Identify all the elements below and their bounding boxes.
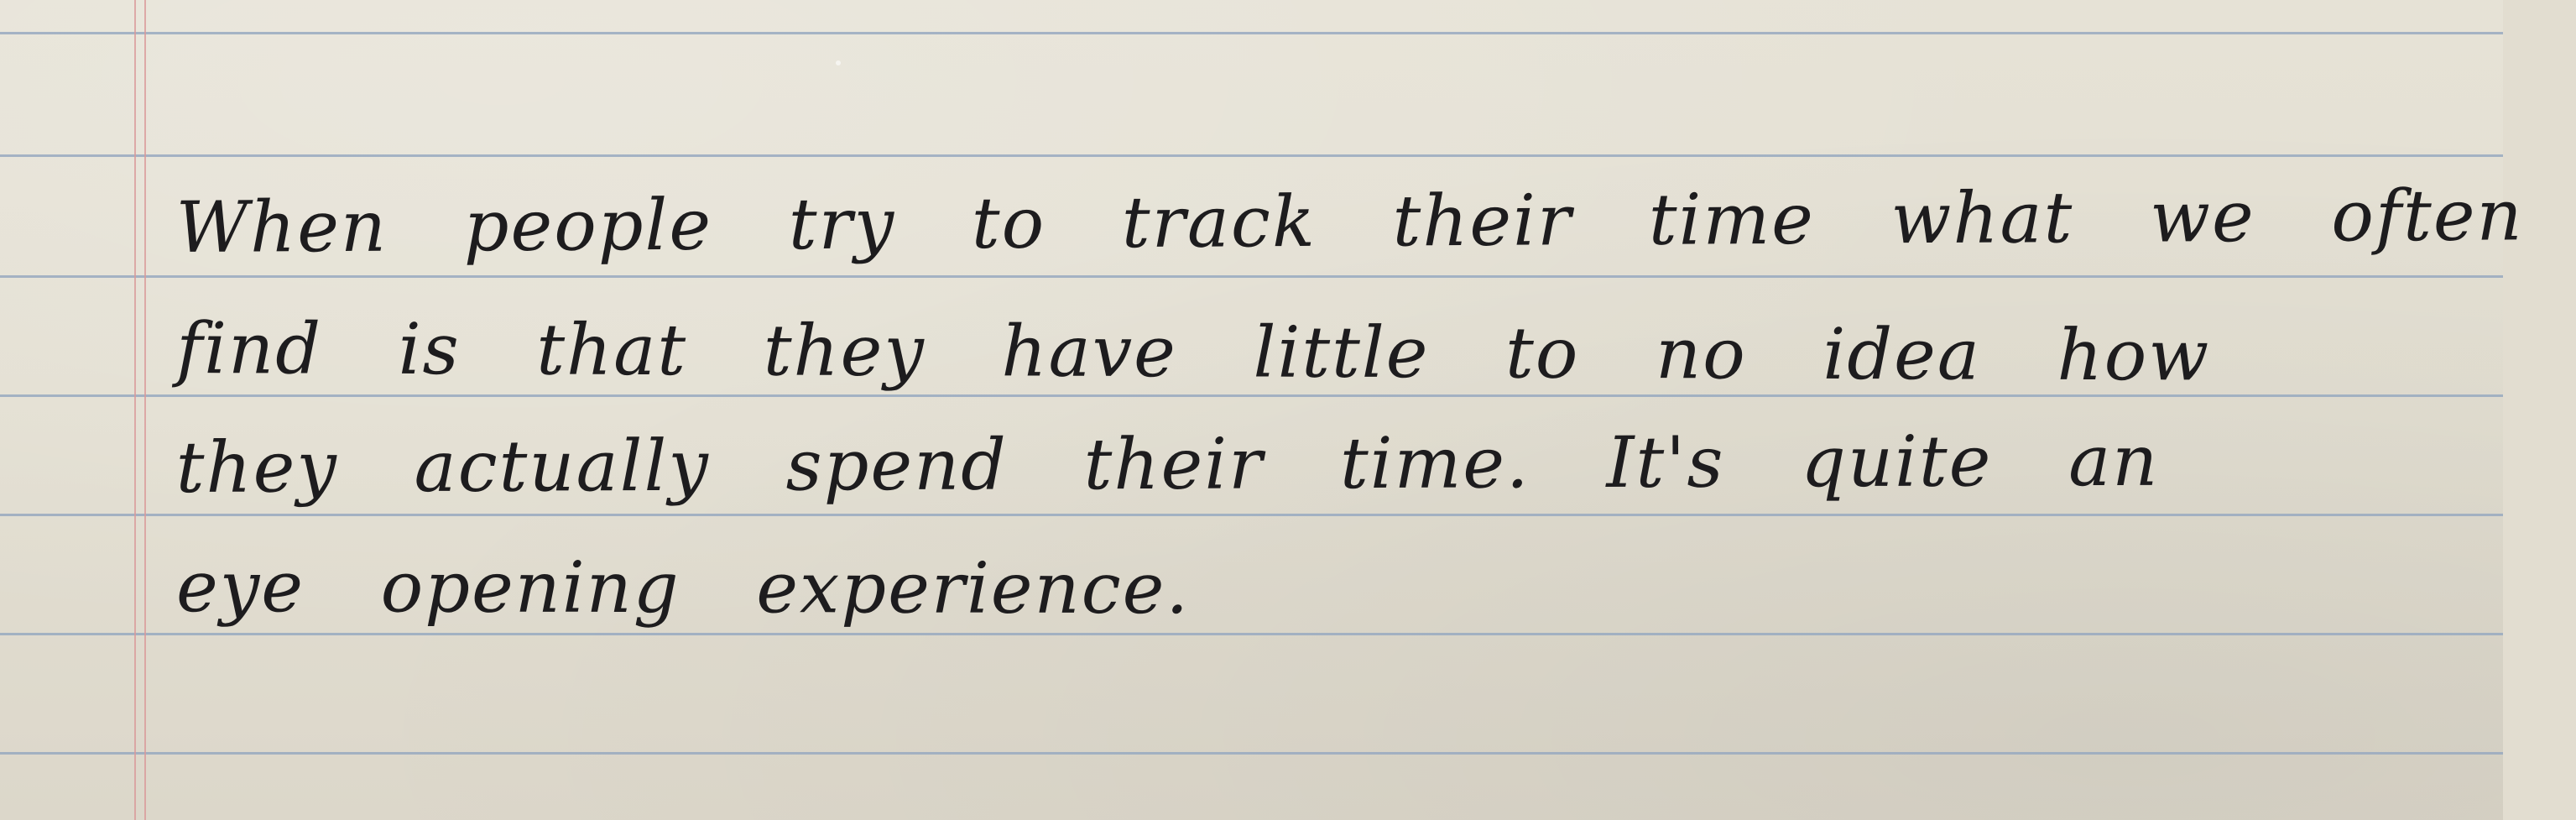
word: idea — [1822, 312, 1982, 396]
ruled-line — [0, 752, 2503, 755]
word: spend — [785, 423, 1009, 507]
word: people — [463, 183, 713, 268]
word: to — [971, 181, 1046, 265]
ruled-line — [0, 275, 2503, 278]
handwriting-line-2 — [176, 307, 2262, 397]
word: try — [788, 182, 896, 266]
word: what — [1890, 176, 2074, 260]
word: they — [763, 309, 926, 393]
word: an — [2068, 419, 2160, 503]
word: opening — [380, 546, 681, 629]
word: they — [175, 426, 339, 509]
handwriting-line-4 — [176, 546, 1242, 629]
word: often — [2331, 174, 2524, 258]
word: actually — [414, 424, 710, 509]
margin-line — [144, 0, 146, 820]
word: their — [1392, 179, 1573, 263]
word: find — [176, 307, 323, 390]
word: have — [1001, 310, 1178, 394]
word: little — [1253, 311, 1430, 394]
ruled-line — [0, 633, 2503, 635]
word: quite — [1801, 420, 1993, 504]
word: eye — [176, 546, 305, 629]
word: time. — [1339, 421, 1530, 505]
ruled-line — [0, 514, 2503, 516]
word: track — [1121, 180, 1317, 264]
word: to — [1504, 311, 1580, 394]
word: is — [398, 307, 461, 391]
word: It's — [1606, 420, 1725, 504]
handwriting-line-3 — [176, 420, 2212, 509]
word: that — [536, 308, 688, 392]
word: their — [1083, 422, 1265, 506]
word: how — [2057, 313, 2211, 397]
paper-speck — [836, 60, 841, 65]
margin-line — [134, 0, 136, 820]
word: we — [2149, 175, 2255, 259]
word: no — [1655, 312, 1747, 395]
word: time — [1648, 177, 1816, 261]
word: experience. — [756, 546, 1191, 630]
handwriting-line-1 — [175, 174, 2575, 269]
ruled-line — [0, 32, 2503, 34]
word: When — [175, 185, 388, 269]
ruled-line — [0, 154, 2503, 157]
